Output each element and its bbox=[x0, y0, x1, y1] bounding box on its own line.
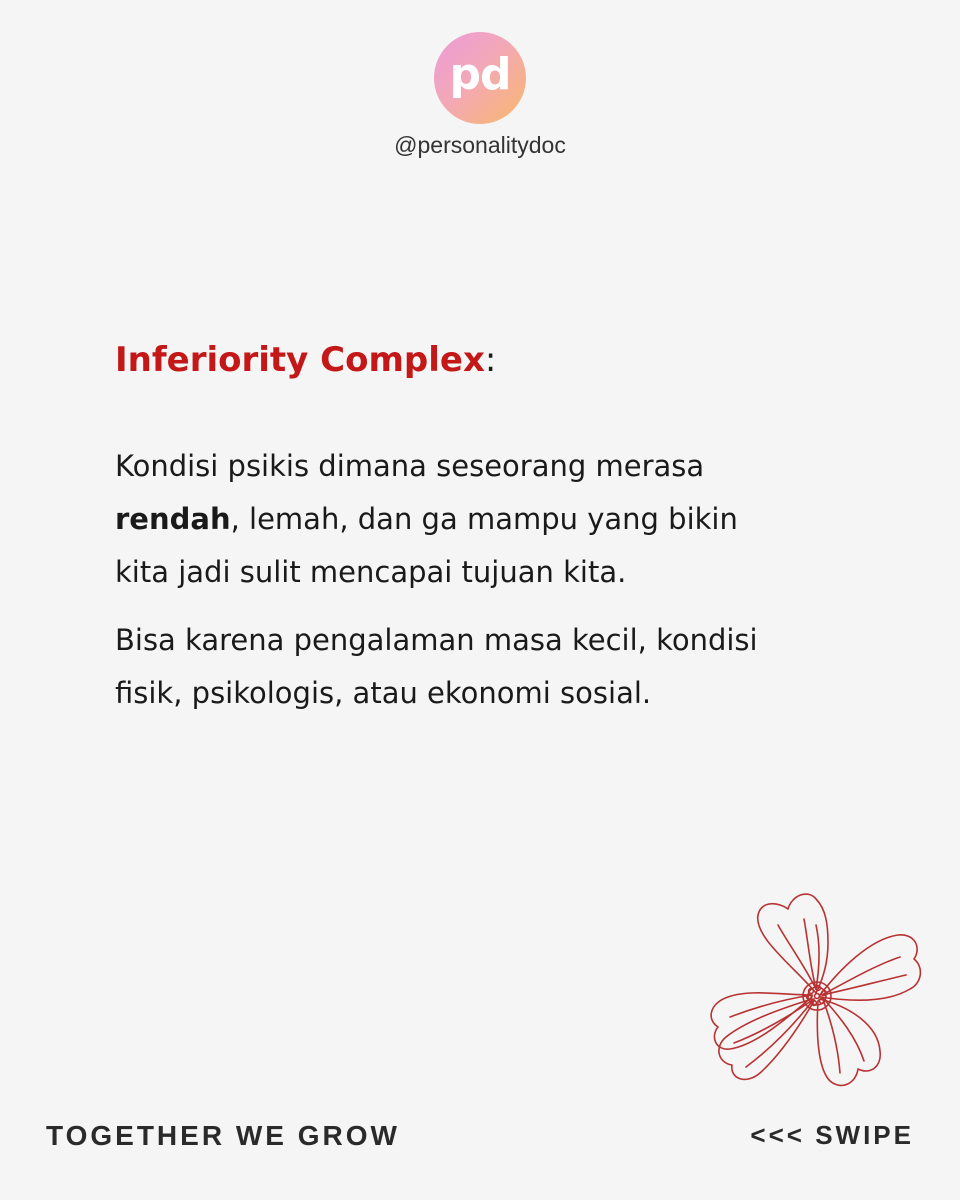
flower-illustration-icon bbox=[700, 885, 932, 1105]
swipe-indicator[interactable]: <<< SWIPE bbox=[750, 1120, 914, 1150]
definition-bold-word: rendah bbox=[115, 502, 231, 536]
title-text: Inferiority Complex bbox=[115, 340, 485, 380]
definition-line-3: kita jadi sulit mencapai tujuan kita. bbox=[115, 555, 627, 589]
footer-tagline: TOGETHER WE GROW bbox=[46, 1120, 400, 1151]
causes-paragraph bbox=[115, 614, 875, 720]
brand-logo bbox=[434, 32, 526, 124]
definition-line-1: Kondisi psikis dimana seseorang merasa bbox=[115, 449, 705, 483]
post-title bbox=[115, 340, 496, 380]
brand-handle: @personalitydoc bbox=[394, 132, 566, 158]
causes-line-1: Bisa karena pengalaman masa kecil, kondisi bbox=[115, 623, 758, 657]
logo-text: pd bbox=[449, 49, 511, 100]
definition-line-2: , lemah, dan ga mampu yang bikin bbox=[230, 502, 738, 536]
title-colon: : bbox=[484, 340, 497, 380]
definition-paragraph bbox=[115, 440, 875, 599]
causes-line-2: fisik, psikologis, atau ekonomi sosial. bbox=[115, 676, 652, 710]
